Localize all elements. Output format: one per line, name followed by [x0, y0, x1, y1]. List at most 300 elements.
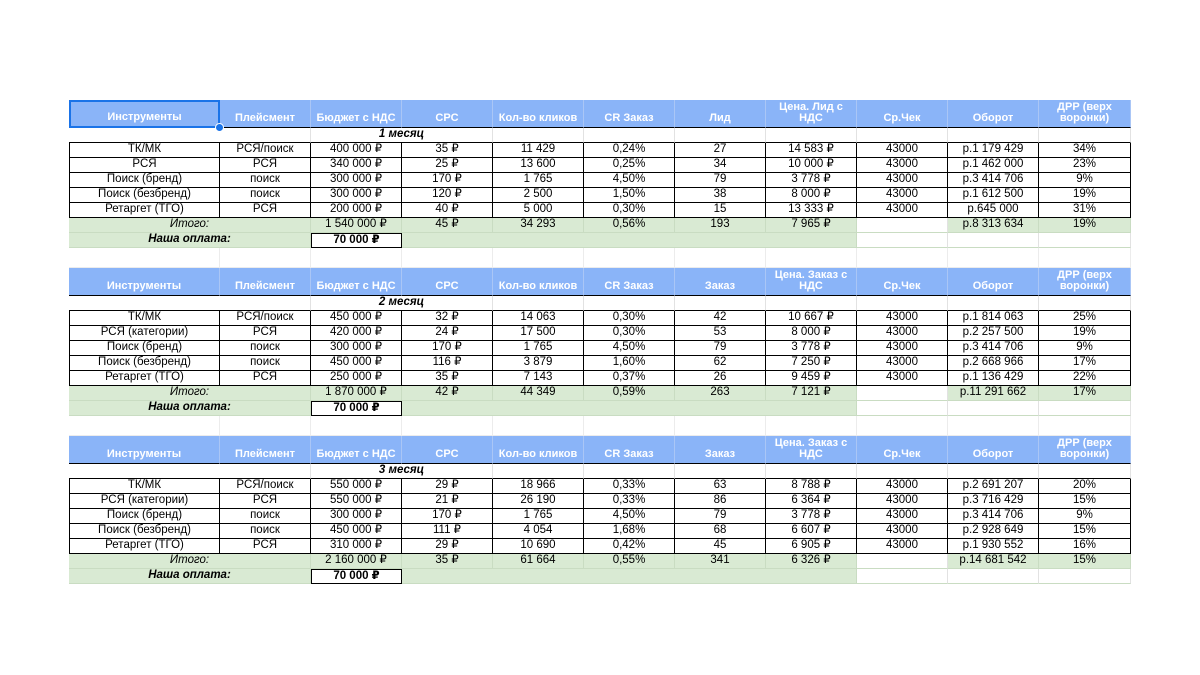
cell-avg-check[interactable]: 43000: [857, 143, 948, 158]
column-header-cr[interactable]: CR Заказ: [584, 436, 675, 464]
cell-cost[interactable]: 14 583 ₽: [766, 143, 857, 158]
spreadsheet-cell[interactable]: [1039, 416, 1131, 436]
spreadsheet-cell[interactable]: [948, 464, 1039, 479]
month-label[interactable]: 2 месяц: [311, 296, 493, 311]
spreadsheet-cell[interactable]: [857, 464, 948, 479]
total-cpc[interactable]: 42 ₽: [402, 386, 493, 401]
total-cost[interactable]: 6 326 ₽: [766, 554, 857, 569]
spreadsheet-cell[interactable]: [948, 401, 1039, 416]
total-cr[interactable]: 0,55%: [584, 554, 675, 569]
spreadsheet-cell[interactable]: [766, 464, 857, 479]
spreadsheet-cell[interactable]: [857, 248, 948, 268]
cell-turnover[interactable]: р.1 179 429: [948, 143, 1039, 158]
cell-placement[interactable]: поиск: [220, 188, 311, 203]
cell-turnover[interactable]: р.3 414 706: [948, 509, 1039, 524]
cell-budget[interactable]: 310 000 ₽: [311, 539, 402, 554]
cell-avg-check[interactable]: 43000: [857, 494, 948, 509]
cell-cpc[interactable]: 32 ₽: [402, 311, 493, 326]
column-header-drr[interactable]: ДРР (верх воронки): [1039, 100, 1131, 128]
total-cost[interactable]: 7 121 ₽: [766, 386, 857, 401]
cell-cpc[interactable]: 29 ₽: [402, 479, 493, 494]
spreadsheet-cell[interactable]: [948, 248, 1039, 268]
cell-budget[interactable]: 250 000 ₽: [311, 371, 402, 386]
spreadsheet-cell[interactable]: [675, 416, 766, 436]
cell-turnover[interactable]: р.2 691 207: [948, 479, 1039, 494]
column-header-cost[interactable]: Цена. Заказ с НДС: [766, 436, 857, 464]
cell-cost[interactable]: 10 000 ₽: [766, 158, 857, 173]
cell-cost[interactable]: 3 778 ₽: [766, 173, 857, 188]
spreadsheet-cell[interactable]: [766, 296, 857, 311]
month-label[interactable]: 1 месяц: [311, 128, 493, 143]
cell-cpc[interactable]: 170 ₽: [402, 173, 493, 188]
cell-leads-orders[interactable]: 79: [675, 341, 766, 356]
cell-budget[interactable]: 300 000 ₽: [311, 341, 402, 356]
column-header-leads-orders[interactable]: Заказ: [675, 436, 766, 464]
total-clicks[interactable]: 61 664: [493, 554, 584, 569]
spreadsheet-cell[interactable]: [69, 464, 311, 479]
cell-cr[interactable]: 0,30%: [584, 203, 675, 218]
spreadsheet-cell[interactable]: [766, 248, 857, 268]
spreadsheet-cell[interactable]: [857, 416, 948, 436]
spreadsheet-cell[interactable]: [584, 296, 675, 311]
cell-instrument[interactable]: Ретаргет (ТГО): [69, 539, 220, 554]
cell-budget[interactable]: 400 000 ₽: [311, 143, 402, 158]
total-leads-orders[interactable]: 193: [675, 218, 766, 233]
total-turnover[interactable]: р.8 313 634: [948, 218, 1039, 233]
spreadsheet-cell[interactable]: [493, 128, 584, 143]
spreadsheet-cell[interactable]: [857, 296, 948, 311]
cell-clicks[interactable]: 4 054: [493, 524, 584, 539]
cell-cr[interactable]: 0,25%: [584, 158, 675, 173]
cell-avg-check[interactable]: 43000: [857, 173, 948, 188]
spreadsheet-cell[interactable]: [1039, 296, 1131, 311]
cell-budget[interactable]: 300 000 ₽: [311, 173, 402, 188]
payment-label[interactable]: Наша оплата:: [69, 401, 311, 416]
cell-budget[interactable]: 450 000 ₽: [311, 356, 402, 371]
cell-leads-orders[interactable]: 15: [675, 203, 766, 218]
payment-value[interactable]: 70 000 ₽: [311, 401, 402, 416]
cell-drr[interactable]: 15%: [1039, 494, 1131, 509]
total-label[interactable]: Итого:: [69, 218, 311, 233]
cell-leads-orders[interactable]: 68: [675, 524, 766, 539]
total-cpc[interactable]: 35 ₽: [402, 554, 493, 569]
cell-cpc[interactable]: 35 ₽: [402, 371, 493, 386]
spreadsheet-cell[interactable]: [857, 401, 948, 416]
cell-cr[interactable]: 0,24%: [584, 143, 675, 158]
cell-placement[interactable]: РСЯ: [220, 203, 311, 218]
cell-leads-orders[interactable]: 38: [675, 188, 766, 203]
spreadsheet-cell[interactable]: [584, 464, 675, 479]
cell-cr[interactable]: 0,30%: [584, 311, 675, 326]
cell-instrument[interactable]: РСЯ: [69, 158, 220, 173]
cell-placement[interactable]: РСЯ: [220, 494, 311, 509]
cell-budget[interactable]: 420 000 ₽: [311, 326, 402, 341]
cell-leads-orders[interactable]: 62: [675, 356, 766, 371]
cell-placement[interactable]: РСЯ: [220, 158, 311, 173]
spreadsheet-cell[interactable]: [1039, 128, 1131, 143]
cell-turnover[interactable]: р.1 136 429: [948, 371, 1039, 386]
total-leads-orders[interactable]: 341: [675, 554, 766, 569]
cell-leads-orders[interactable]: 26: [675, 371, 766, 386]
spreadsheet-cell[interactable]: [948, 569, 1039, 584]
cell-leads-orders[interactable]: 63: [675, 479, 766, 494]
cell-avg-check[interactable]: 43000: [857, 356, 948, 371]
cell-cost[interactable]: 10 667 ₽: [766, 311, 857, 326]
cell-instrument[interactable]: Ретаргет (ТГО): [69, 203, 220, 218]
cell-clicks[interactable]: 1 765: [493, 341, 584, 356]
cell-cost[interactable]: 7 250 ₽: [766, 356, 857, 371]
total-clicks[interactable]: 34 293: [493, 218, 584, 233]
cell-budget[interactable]: 200 000 ₽: [311, 203, 402, 218]
spreadsheet-cell[interactable]: [675, 464, 766, 479]
cell-placement[interactable]: поиск: [220, 524, 311, 539]
cell-cost[interactable]: 3 778 ₽: [766, 509, 857, 524]
column-header-placement[interactable]: Плейсмент: [220, 436, 311, 464]
cell-placement[interactable]: РСЯ: [220, 371, 311, 386]
spreadsheet-cell[interactable]: [584, 416, 675, 436]
cell-drr[interactable]: 15%: [1039, 524, 1131, 539]
cell-cpc[interactable]: 120 ₽: [402, 188, 493, 203]
spreadsheet-cell[interactable]: [1039, 464, 1131, 479]
column-header-drr[interactable]: ДРР (верх воронки): [1039, 436, 1131, 464]
total-turnover[interactable]: р.11 291 662: [948, 386, 1039, 401]
cell-budget[interactable]: 300 000 ₽: [311, 188, 402, 203]
cell-cr[interactable]: 1,60%: [584, 356, 675, 371]
cell-drr[interactable]: 9%: [1039, 173, 1131, 188]
column-header-leads-orders[interactable]: Лид: [675, 100, 766, 128]
cell-avg-check[interactable]: 43000: [857, 311, 948, 326]
column-header-budget[interactable]: Бюджет с НДС: [311, 100, 402, 128]
column-header-clicks[interactable]: Кол-во кликов: [493, 100, 584, 128]
cell-turnover[interactable]: р.2 257 500: [948, 326, 1039, 341]
payment-label[interactable]: Наша оплата:: [69, 233, 311, 248]
spreadsheet-cell[interactable]: [69, 296, 311, 311]
cell-avg-check[interactable]: 43000: [857, 539, 948, 554]
cell-cost[interactable]: 8 788 ₽: [766, 479, 857, 494]
spreadsheet-cell[interactable]: [402, 569, 857, 584]
cell-turnover[interactable]: р.2 928 649: [948, 524, 1039, 539]
cell-leads-orders[interactable]: 34: [675, 158, 766, 173]
cell-cr[interactable]: 0,37%: [584, 371, 675, 386]
cell-budget[interactable]: 450 000 ₽: [311, 311, 402, 326]
total-budget[interactable]: 1 540 000 ₽: [311, 218, 402, 233]
cell-cost[interactable]: 6 364 ₽: [766, 494, 857, 509]
cell-instrument[interactable]: Поиск (бренд): [69, 173, 220, 188]
cell-drr[interactable]: 25%: [1039, 311, 1131, 326]
spreadsheet-cell[interactable]: [675, 128, 766, 143]
cell-leads-orders[interactable]: 79: [675, 173, 766, 188]
cell-avg-check[interactable]: 43000: [857, 341, 948, 356]
total-budget[interactable]: 2 160 000 ₽: [311, 554, 402, 569]
cell-clicks[interactable]: 1 765: [493, 509, 584, 524]
cell-cpc[interactable]: 25 ₽: [402, 158, 493, 173]
cell-instrument[interactable]: Поиск (безбренд): [69, 356, 220, 371]
column-header-leads-orders[interactable]: Заказ: [675, 268, 766, 296]
total-leads-orders[interactable]: 263: [675, 386, 766, 401]
cell-avg-check[interactable]: 43000: [857, 326, 948, 341]
column-header-clicks[interactable]: Кол-во кликов: [493, 436, 584, 464]
cell-leads-orders[interactable]: 79: [675, 509, 766, 524]
cell-leads-orders[interactable]: 27: [675, 143, 766, 158]
cell-cpc[interactable]: 170 ₽: [402, 509, 493, 524]
cell-clicks[interactable]: 13 600: [493, 158, 584, 173]
cell-drr[interactable]: 9%: [1039, 509, 1131, 524]
column-header-turnover[interactable]: Оборот: [948, 268, 1039, 296]
spreadsheet-cell[interactable]: [69, 416, 220, 436]
column-header-turnover[interactable]: Оборот: [948, 100, 1039, 128]
cell-clicks[interactable]: 17 500: [493, 326, 584, 341]
cell-turnover[interactable]: р.1 612 500: [948, 188, 1039, 203]
cell-clicks[interactable]: 2 500: [493, 188, 584, 203]
cell-instrument[interactable]: ТК/МК: [69, 311, 220, 326]
cell-budget[interactable]: 450 000 ₽: [311, 524, 402, 539]
cell-cr[interactable]: 4,50%: [584, 341, 675, 356]
cell-avg-check[interactable]: 43000: [857, 203, 948, 218]
spreadsheet-cell[interactable]: [857, 128, 948, 143]
spreadsheet-cell[interactable]: [69, 248, 220, 268]
cell-drr[interactable]: 22%: [1039, 371, 1131, 386]
cell-cr[interactable]: 4,50%: [584, 173, 675, 188]
spreadsheet-cell[interactable]: [766, 416, 857, 436]
cell-instrument[interactable]: Поиск (бренд): [69, 341, 220, 356]
cell-turnover[interactable]: р.1 930 552: [948, 539, 1039, 554]
cell-drr[interactable]: 34%: [1039, 143, 1131, 158]
spreadsheet-cell[interactable]: [69, 128, 311, 143]
spreadsheet-cell[interactable]: [402, 401, 857, 416]
cell-drr[interactable]: 20%: [1039, 479, 1131, 494]
payment-value[interactable]: 70 000 ₽: [311, 569, 402, 584]
column-header-instrument[interactable]: Инструменты: [69, 268, 220, 296]
spreadsheet-cell[interactable]: [1039, 401, 1131, 416]
cell-cr[interactable]: 4,50%: [584, 509, 675, 524]
spreadsheet-cell[interactable]: [493, 248, 584, 268]
cell-clicks[interactable]: 14 063: [493, 311, 584, 326]
spreadsheet-cell[interactable]: [584, 248, 675, 268]
cell-placement[interactable]: РСЯ: [220, 539, 311, 554]
column-header-instrument[interactable]: Инструменты: [69, 436, 220, 464]
cell-avg-check[interactable]: 43000: [857, 509, 948, 524]
cell-cr[interactable]: 0,33%: [584, 479, 675, 494]
cell-cr[interactable]: 1,68%: [584, 524, 675, 539]
payment-value[interactable]: 70 000 ₽: [311, 233, 402, 248]
cell-cost[interactable]: 13 333 ₽: [766, 203, 857, 218]
cell-placement[interactable]: РСЯ/поиск: [220, 479, 311, 494]
cell-cost[interactable]: 8 000 ₽: [766, 326, 857, 341]
spreadsheet-cell[interactable]: [220, 248, 311, 268]
cell-cpc[interactable]: 29 ₽: [402, 539, 493, 554]
total-drr[interactable]: 15%: [1039, 554, 1131, 569]
cell-cost[interactable]: 8 000 ₽: [766, 188, 857, 203]
total-clicks[interactable]: 44 349: [493, 386, 584, 401]
spreadsheet-cell[interactable]: [493, 296, 584, 311]
column-header-placement[interactable]: Плейсмент: [220, 268, 311, 296]
cell-clicks[interactable]: 10 690: [493, 539, 584, 554]
cell-drr[interactable]: 19%: [1039, 188, 1131, 203]
spreadsheet-cell[interactable]: [220, 416, 311, 436]
cell-cr[interactable]: 0,30%: [584, 326, 675, 341]
cell-leads-orders[interactable]: 86: [675, 494, 766, 509]
spreadsheet-cell[interactable]: [402, 416, 493, 436]
column-header-avg-check[interactable]: Ср.Чек: [857, 100, 948, 128]
cell-leads-orders[interactable]: 45: [675, 539, 766, 554]
cell-clicks[interactable]: 3 879: [493, 356, 584, 371]
empty-row: [69, 248, 1131, 268]
cell-instrument[interactable]: Поиск (бренд): [69, 509, 220, 524]
table-row: [69, 326, 1131, 341]
cell-cpc[interactable]: 40 ₽: [402, 203, 493, 218]
cell-drr[interactable]: 9%: [1039, 341, 1131, 356]
spreadsheet-cell[interactable]: [402, 248, 493, 268]
spreadsheet-cell[interactable]: [675, 248, 766, 268]
total-label[interactable]: Итого:: [69, 386, 311, 401]
cell-cr[interactable]: 1,50%: [584, 188, 675, 203]
cell-placement[interactable]: поиск: [220, 356, 311, 371]
total-drr[interactable]: 17%: [1039, 386, 1131, 401]
spreadsheet-cell[interactable]: [1039, 233, 1131, 248]
cell-cpc[interactable]: 116 ₽: [402, 356, 493, 371]
column-header-cpc[interactable]: CPC: [402, 268, 493, 296]
spreadsheet-cell[interactable]: [402, 233, 857, 248]
cell-avg-check[interactable]: 43000: [857, 158, 948, 173]
cell-cpc[interactable]: 111 ₽: [402, 524, 493, 539]
column-header-cost[interactable]: Цена. Лид с НДС: [766, 100, 857, 128]
cell-cr[interactable]: 0,33%: [584, 494, 675, 509]
column-header-cr[interactable]: CR Заказ: [584, 268, 675, 296]
cell-placement[interactable]: поиск: [220, 509, 311, 524]
spreadsheet-cell[interactable]: [1039, 569, 1131, 584]
total-budget[interactable]: 1 870 000 ₽: [311, 386, 402, 401]
cell-budget[interactable]: 550 000 ₽: [311, 494, 402, 509]
total-label[interactable]: Итого:: [69, 554, 311, 569]
spreadsheet-cell[interactable]: [948, 296, 1039, 311]
cell-avg-check[interactable]: 43000: [857, 479, 948, 494]
spreadsheet-cell[interactable]: [493, 416, 584, 436]
cell-drr[interactable]: 19%: [1039, 326, 1131, 341]
cell-placement[interactable]: РСЯ/поиск: [220, 143, 311, 158]
cell-budget[interactable]: 340 000 ₽: [311, 158, 402, 173]
cell-avg-check[interactable]: 43000: [857, 371, 948, 386]
table-row: [69, 158, 1131, 173]
cell-cost[interactable]: 6 905 ₽: [766, 539, 857, 554]
spreadsheet-cell[interactable]: [948, 128, 1039, 143]
cell-placement[interactable]: РСЯ: [220, 326, 311, 341]
cell-instrument[interactable]: Поиск (безбренд): [69, 188, 220, 203]
cell-cr[interactable]: 0,42%: [584, 539, 675, 554]
cell-instrument[interactable]: Поиск (безбренд): [69, 524, 220, 539]
cell-cost[interactable]: 3 778 ₽: [766, 341, 857, 356]
cell-placement[interactable]: РСЯ/поиск: [220, 311, 311, 326]
total-cost[interactable]: 7 965 ₽: [766, 218, 857, 233]
column-header-drr[interactable]: ДРР (верх воронки): [1039, 268, 1131, 296]
cell-drr[interactable]: 23%: [1039, 158, 1131, 173]
column-header-cpc[interactable]: CPC: [402, 436, 493, 464]
spreadsheet-cell[interactable]: [584, 128, 675, 143]
cell-placement[interactable]: поиск: [220, 341, 311, 356]
cell-leads-orders[interactable]: 42: [675, 311, 766, 326]
column-header-turnover[interactable]: Оборот: [948, 436, 1039, 464]
cell-placement[interactable]: поиск: [220, 173, 311, 188]
spreadsheet-cell[interactable]: [311, 416, 402, 436]
cell-avg-check[interactable]: 43000: [857, 188, 948, 203]
total-cr[interactable]: 0,56%: [584, 218, 675, 233]
cell-avg-check[interactable]: 43000: [857, 524, 948, 539]
cell-turnover[interactable]: р.1 462 000: [948, 158, 1039, 173]
spreadsheet-cell[interactable]: [948, 416, 1039, 436]
cell-instrument[interactable]: РСЯ (категории): [69, 494, 220, 509]
spreadsheet-cell[interactable]: [857, 218, 948, 233]
cell-cost[interactable]: 6 607 ₽: [766, 524, 857, 539]
cell-turnover[interactable]: р.2 668 966: [948, 356, 1039, 371]
cell-clicks[interactable]: 11 429: [493, 143, 584, 158]
table-row: [69, 188, 1131, 203]
spreadsheet-cell[interactable]: [766, 128, 857, 143]
cell-instrument[interactable]: РСЯ (категории): [69, 326, 220, 341]
column-header-placement[interactable]: Плейсмент: [220, 100, 311, 128]
cell-instrument[interactable]: ТК/МК: [69, 479, 220, 494]
cell-drr[interactable]: 31%: [1039, 203, 1131, 218]
table-row: [69, 341, 1131, 356]
cell-clicks[interactable]: 26 190: [493, 494, 584, 509]
spreadsheet-cell[interactable]: [311, 248, 402, 268]
cell-cpc[interactable]: 21 ₽: [402, 494, 493, 509]
column-header-cpc[interactable]: CPC: [402, 100, 493, 128]
total-turnover[interactable]: р.14 681 542: [948, 554, 1039, 569]
spreadsheet-cell[interactable]: [857, 554, 948, 569]
cell-cpc[interactable]: 35 ₽: [402, 143, 493, 158]
cell-clicks[interactable]: 5 000: [493, 203, 584, 218]
cell-turnover[interactable]: р.3 414 706: [948, 173, 1039, 188]
column-header-cr[interactable]: CR Заказ: [584, 100, 675, 128]
spreadsheet-cell[interactable]: [857, 386, 948, 401]
spreadsheet-cell[interactable]: [493, 464, 584, 479]
spreadsheet-cell[interactable]: [857, 233, 948, 248]
column-header-cost[interactable]: Цена. Заказ с НДС: [766, 268, 857, 296]
column-header-clicks[interactable]: Кол-во кликов: [493, 268, 584, 296]
cell-cpc[interactable]: 170 ₽: [402, 341, 493, 356]
column-header-budget[interactable]: Бюджет с НДС: [311, 268, 402, 296]
spreadsheet-cell[interactable]: [948, 233, 1039, 248]
cell-drr[interactable]: 16%: [1039, 539, 1131, 554]
column-header-avg-check[interactable]: Ср.Чек: [857, 268, 948, 296]
cell-clicks[interactable]: 1 765: [493, 173, 584, 188]
total-drr[interactable]: 19%: [1039, 218, 1131, 233]
cell-instrument[interactable]: Ретаргет (ТГО): [69, 371, 220, 386]
cell-turnover[interactable]: р.645 000: [948, 203, 1039, 218]
cell-turnover[interactable]: р.3 716 429: [948, 494, 1039, 509]
cell-clicks[interactable]: 18 966: [493, 479, 584, 494]
spreadsheet-cell[interactable]: [857, 569, 948, 584]
cell-cpc[interactable]: 24 ₽: [402, 326, 493, 341]
cell-drr[interactable]: 17%: [1039, 356, 1131, 371]
cell-leads-orders[interactable]: 53: [675, 326, 766, 341]
cell-turnover[interactable]: р.1 814 063: [948, 311, 1039, 326]
column-header-budget[interactable]: Бюджет с НДС: [311, 436, 402, 464]
total-cr[interactable]: 0,59%: [584, 386, 675, 401]
cell-budget[interactable]: 550 000 ₽: [311, 479, 402, 494]
total-cpc[interactable]: 45 ₽: [402, 218, 493, 233]
cell-cost[interactable]: 9 459 ₽: [766, 371, 857, 386]
cell-instrument[interactable]: ТК/МК: [69, 143, 220, 158]
column-header-instrument[interactable]: Инструменты: [69, 100, 220, 128]
spreadsheet-cell[interactable]: [1039, 248, 1131, 268]
cell-clicks[interactable]: 7 143: [493, 371, 584, 386]
column-header-avg-check[interactable]: Ср.Чек: [857, 436, 948, 464]
cell-turnover[interactable]: р.3 414 706: [948, 341, 1039, 356]
month-label[interactable]: 3 месяц: [311, 464, 493, 479]
payment-label[interactable]: Наша оплата:: [69, 569, 311, 584]
cell-budget[interactable]: 300 000 ₽: [311, 509, 402, 524]
spreadsheet-cell[interactable]: [675, 296, 766, 311]
